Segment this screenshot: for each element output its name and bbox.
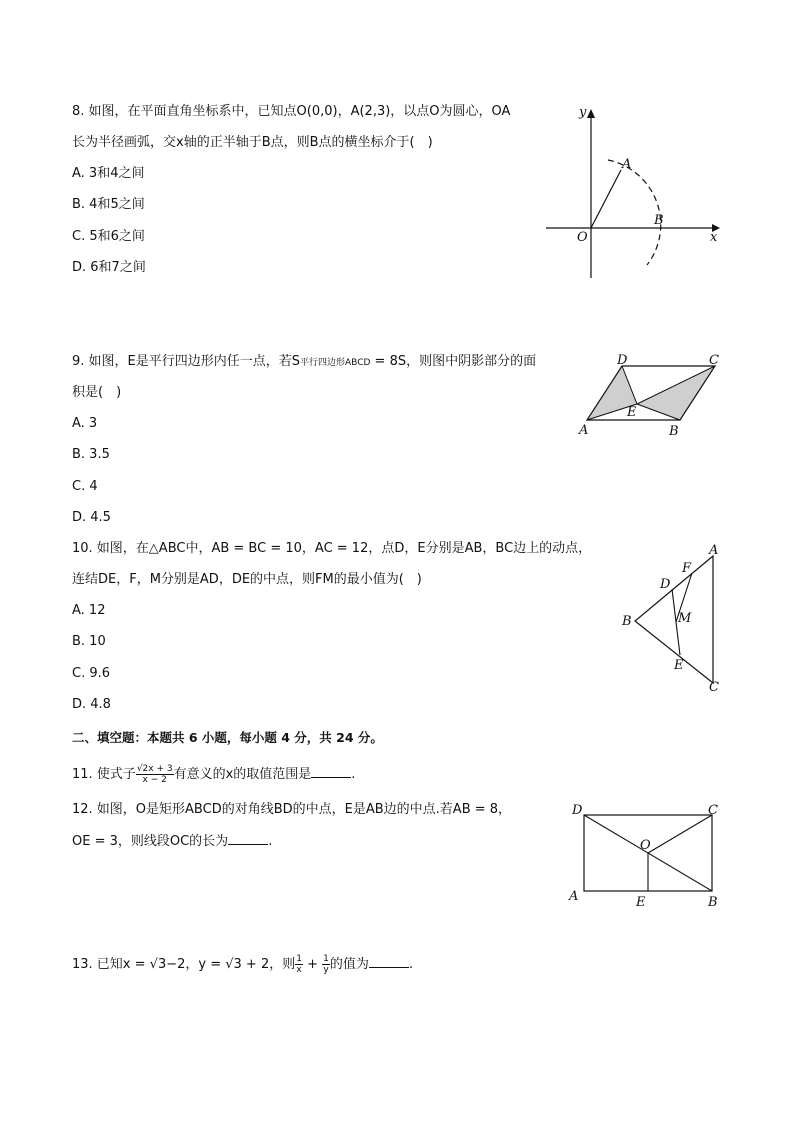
q9-stem-part2: = 8S，则图中阴影部分的面 [370, 354, 537, 369]
q9-option-c: C. 4 [72, 479, 98, 494]
q11-stem [72, 760, 355, 790]
label-e: E [674, 658, 684, 673]
q12-stem-text: OE = 3，则线段OC的长为 [72, 834, 229, 849]
q11-prefix: 11. 使式子 [72, 767, 136, 782]
label-b: B [669, 424, 679, 439]
label-a: A [709, 543, 719, 558]
q12-stem-line2 [72, 832, 272, 851]
q13-fraction-2-numerator: 1 [323, 954, 329, 964]
q11-fraction-denominator: x − 2 [142, 775, 167, 785]
q12-stem-line1: 12. 如图，O是矩形ABCD的对角线BD的中点，E是AB边的中点.若AB = 8， [72, 802, 512, 817]
q10-stem-line2: 连结DE，F，M分别是AD，DE的中点，则FM的最小值为( ) [72, 572, 422, 587]
q13-suffix: 的值为 [329, 957, 369, 972]
q11-fraction-numerator: √2x + 3 [136, 764, 173, 774]
q12-end: . [268, 834, 273, 849]
segment-oa [591, 170, 621, 228]
q11-end: . [351, 767, 356, 782]
label-a: A [622, 157, 632, 172]
label-m: M [678, 611, 692, 626]
label-b: B [654, 213, 664, 228]
label-e: E [627, 405, 637, 420]
q8-option-d: D. 6和7之间 [72, 260, 146, 275]
label-d: D [660, 577, 671, 592]
q12-rectangle-figure [566, 800, 726, 912]
q10-triangle-figure [618, 540, 728, 695]
q10-option-a: A. 12 [72, 603, 106, 618]
q10-stem-line1: 10. 如图，在△ABC中，AB = BC = 10，AC = 12，点D，E分别是AB，BC边上的动点， [72, 541, 592, 556]
label-y: y [579, 105, 587, 120]
q9-parallelogram-figure [575, 348, 725, 440]
arc [608, 160, 661, 265]
shaded-triangle-bce [637, 366, 715, 420]
q9-stem-line2: 积是( ) [72, 385, 122, 400]
q13-fraction-2-denominator: y [323, 965, 329, 975]
q9-stem-part1: 9. 如图，E是平行四边形内任一点，若S [72, 354, 301, 369]
label-x: x [710, 230, 718, 245]
q11-answer-blank [311, 765, 351, 778]
label-b: B [622, 614, 632, 629]
label-o: O [577, 230, 588, 245]
q10-option-d: D. 4.8 [72, 697, 111, 712]
segment-oc [648, 815, 712, 853]
q13-prefix: 13. 已知x = √3−2，y = √3 + 2，则 [72, 957, 296, 972]
q9-stem-line1 [72, 353, 536, 372]
q9-option-b: B. 3.5 [72, 447, 110, 462]
y-axis-arrow [587, 109, 595, 118]
q8-coordinate-figure [540, 100, 730, 285]
q8-option-a: A. 3和4之间 [72, 166, 145, 181]
q13-plus: + [302, 957, 323, 972]
q9-stem-subscript: 平行四边形ABCD [300, 358, 371, 368]
q13-fraction-1 [295, 954, 303, 975]
q8-stem-line1: 8. 如图，在平面直角坐标系中，已知点O(0,0)，A(2,3)，以点O为圆心，OA [72, 104, 511, 119]
label-a: A [579, 423, 589, 438]
q11-fraction [136, 764, 174, 785]
q9-option-d: D. 4.5 [72, 510, 111, 525]
q13-fraction-1-numerator: 1 [296, 954, 302, 964]
q13-stem [72, 950, 413, 980]
label-c: C [709, 353, 719, 368]
q12-answer-blank [228, 832, 268, 845]
q8-stem-line2: 长为半径画弧，交x轴的正半轴于B点，则B点的横坐标介于( ) [72, 135, 433, 150]
q13-fraction-2 [322, 954, 330, 975]
label-a: A [569, 889, 579, 904]
q8-option-b: B. 4和5之间 [72, 197, 145, 212]
q10-option-b: B. 10 [72, 634, 106, 649]
label-e: E [636, 895, 646, 910]
label-b: B [708, 895, 718, 910]
q13-end: . [408, 957, 414, 972]
label-o: O [640, 838, 651, 853]
label-d: D [617, 353, 628, 368]
label-d: D [572, 803, 583, 818]
label-f: F [682, 561, 692, 576]
q11-suffix: 有意义的x的取值范围是 [173, 767, 312, 782]
q13-answer-blank [369, 955, 409, 968]
q13-fraction-1-denominator: x [296, 965, 302, 975]
label-c: C [708, 803, 718, 818]
label-c: C [709, 680, 719, 695]
q9-option-a: A. 3 [72, 416, 98, 431]
section-fill-in-heading: 二、填空题：本题共 6 小题，每小题 4 分，共 24 分。 [72, 730, 383, 745]
q10-option-c: C. 9.6 [72, 666, 111, 681]
q8-option-c: C. 5和6之间 [72, 229, 145, 244]
